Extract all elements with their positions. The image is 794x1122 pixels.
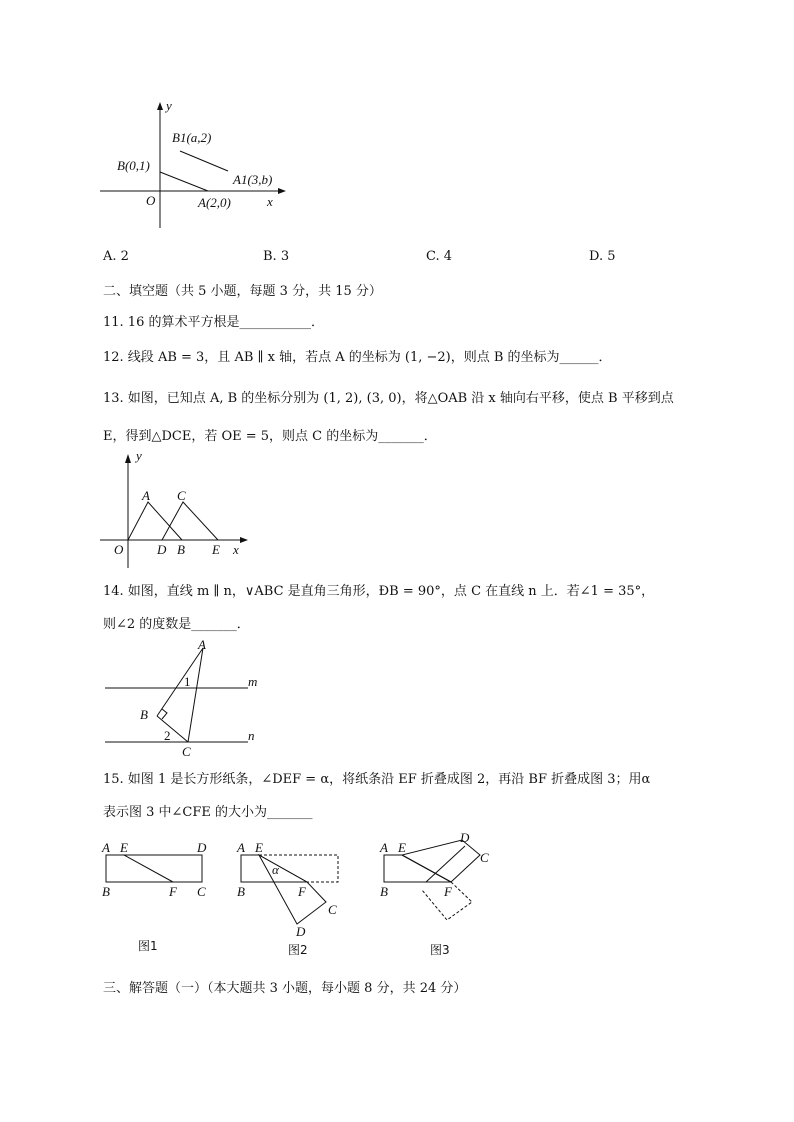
fig3-e-label: E [398, 840, 406, 855]
x-axis-label: x [233, 542, 239, 557]
line-n-label: n [248, 728, 255, 743]
option-d: D. 5 [589, 249, 616, 264]
question-12: 12. 线段 AB = 3，且 AB ∥ x 轴，若点 A 的坐标为 (1, −2)，则点 B 的坐标为______． [103, 350, 612, 365]
figure-3 [379, 832, 489, 957]
point-a1-label: A1(3,b) [233, 172, 273, 187]
fig1-f-label: F [169, 884, 177, 899]
section-2-heading: 二、填空题（共 5 小题，每题 3 分，共 15 分） [103, 284, 382, 299]
question-15-line-2: 表示图 3 中∠CFE 的大小为_______ [103, 805, 313, 820]
question-14-line-1: 14. 如图，直线 m ∥ n，∨ABC 是直角三角形，ÐB = 90°，点 C 在直线 n 上．若∠1 = 35°， [103, 584, 655, 599]
fig2-a-label: A [237, 840, 245, 855]
section-3-heading: 三、解答题（一）（本大题共 3 小题，每小题 8 分，共 24 分） [103, 981, 467, 996]
figure-3-caption: 图3 [430, 943, 450, 957]
point-c-label: C [177, 488, 186, 503]
point-b1-label: B1(a,2) [172, 130, 212, 145]
point-a-label: A [198, 637, 206, 652]
translation-figure-q13 [100, 450, 260, 570]
fig2-d-label: D [296, 924, 306, 939]
origin-label: O [114, 542, 124, 557]
fig2-f-label: F [298, 884, 306, 899]
fig2-b-label: B [237, 884, 245, 899]
fig1-e-label: E [120, 840, 128, 855]
fig3-a-label: A [380, 840, 388, 855]
y-axis-label: y [166, 98, 172, 113]
y-axis-label: y [136, 450, 142, 463]
figure-2 [236, 840, 338, 957]
fig2-e-label: E [255, 840, 263, 855]
fig3-f-label: F [444, 884, 452, 899]
fig3-b-label: B [380, 884, 388, 899]
fig1-b-label: B [102, 884, 110, 899]
point-b-label: B(0,1) [117, 158, 150, 173]
fig3-c-label: C [480, 850, 489, 865]
origin-label: O [146, 193, 156, 208]
question-15-line-1: 15. 如图 1 是长方形纸条，∠DEF = α，将纸条沿 EF 折叠成图 2，再沿 BF 折叠成图 3；用α [103, 772, 651, 787]
point-e-label: E [212, 542, 220, 557]
point-b-label: B [140, 707, 148, 722]
angle-2-label: 2 [164, 728, 171, 743]
fig1-d-label: D [197, 840, 207, 855]
fig1-a-label: A [102, 840, 110, 855]
fig1-c-label: C [197, 884, 206, 899]
figure-2-caption: 图2 [288, 943, 308, 957]
figure-1 [101, 840, 207, 953]
coordinate-figure-q10 [100, 98, 290, 238]
line-m-label: m [248, 674, 258, 689]
fig2-c-label: C [328, 902, 337, 917]
parallel-lines-figure-q14 [100, 636, 270, 760]
angle-1-label: 1 [184, 674, 191, 689]
point-c-label: C [182, 744, 191, 759]
question-13-line-1: 13. 如图，已知点 A, B 的坐标分别为 (1, 2), (3, 0)，将△OAB 沿 x 轴向右平移，使点 B 平移到点 [103, 391, 674, 406]
fig2-alpha-label: α [272, 862, 279, 877]
point-d-label: D [157, 542, 167, 557]
point-a-label: A [142, 488, 150, 503]
figure-1-caption: 图1 [138, 939, 158, 953]
option-c: C. 4 [426, 249, 453, 264]
option-a: A. 2 [103, 249, 129, 264]
x-axis-label: x [267, 194, 273, 209]
option-b: B. 3 [263, 249, 290, 264]
point-a-label: A(2,0) [198, 195, 231, 210]
fig3-d-label: D [460, 832, 470, 845]
folding-figures-q15 [100, 832, 510, 962]
question-11: 11. 16 的算术平方根是___________． [103, 315, 324, 330]
point-b-label: B [177, 542, 185, 557]
question-14-line-2: 则∠2 的度数是_______． [103, 617, 250, 632]
question-13-line-2: E，得到△DCE，若 OE = 5，则点 C 的坐标为_______． [103, 429, 437, 444]
